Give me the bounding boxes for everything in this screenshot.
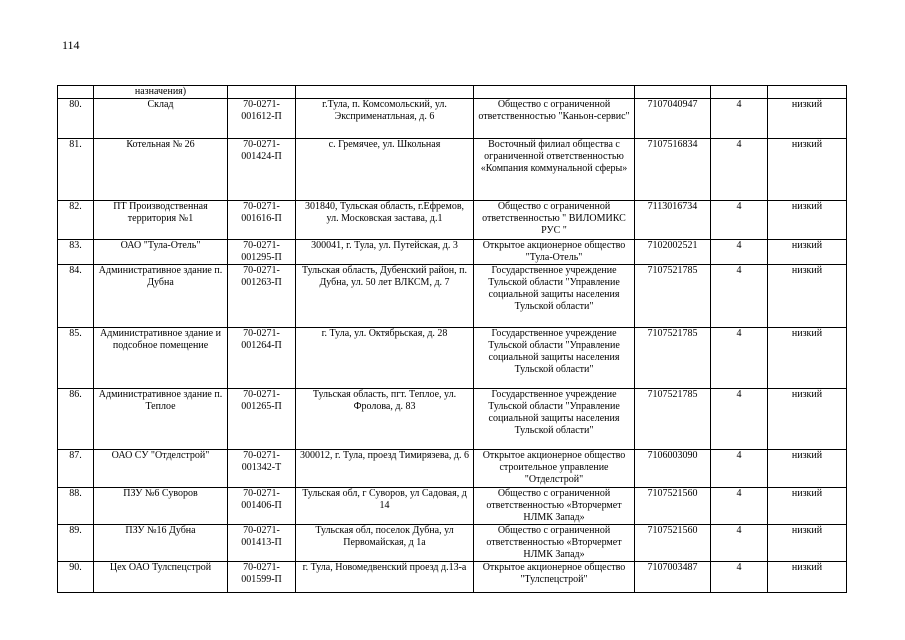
row-number: 90. xyxy=(58,562,94,593)
table-row xyxy=(58,450,847,488)
object-code: 70-0271-001342-Т xyxy=(228,450,296,488)
category-value: 4 xyxy=(711,328,768,389)
object-name: Административное здание п. Дубна xyxy=(94,265,228,328)
risk-level: низкий xyxy=(768,240,847,265)
category-value: 4 xyxy=(711,265,768,328)
object-code: 70-0271-001616-П xyxy=(228,201,296,240)
risk-level: низкий xyxy=(768,99,847,139)
object-address: Тульская обл, поселок Дубна, ул Первомайская, д 1а xyxy=(296,525,474,562)
object-name: ОАО СУ "Отделстрой" xyxy=(94,450,228,488)
table-row xyxy=(58,328,847,389)
inn-value: 7107521785 xyxy=(635,389,711,450)
risk-level: низкий xyxy=(768,139,847,201)
object-code: 70-0271-001413-П xyxy=(228,525,296,562)
table-row xyxy=(58,139,847,201)
row-number: 88. xyxy=(58,488,94,525)
object-address: Тульская обл, г Суворов, ул Садовая, д 14 xyxy=(296,488,474,525)
inn-value: 7106003090 xyxy=(635,450,711,488)
object-address: Тульская область, пгт. Теплое, ул. Фролова, д. 83 xyxy=(296,389,474,450)
object-address: Тульская область, Дубенский район, п. Дубна, ул. 50 лет ВЛКСМ, д. 7 xyxy=(296,265,474,328)
object-code: 70-0271-001599-П xyxy=(228,562,296,593)
object-name: ПЗУ №16 Дубна xyxy=(94,525,228,562)
risk-level: низкий xyxy=(768,488,847,525)
operator-name: Общество с ограниченной ответственностью «Вторчермет НЛМК Запад» xyxy=(474,488,635,525)
page-number: 114 xyxy=(62,38,80,52)
operator-name: Государственное учреждение Тульской области "Управление социальной защиты населения Тульской области" xyxy=(474,328,635,389)
risk-level: низкий xyxy=(768,201,847,240)
row-number: 89. xyxy=(58,525,94,562)
operator-name: Общество с ограниченной ответственностью " ВИЛОМИКС РУС " xyxy=(474,201,635,240)
category-value: 4 xyxy=(711,139,768,201)
inn-value: 7107521785 xyxy=(635,328,711,389)
row-number: 80. xyxy=(58,99,94,139)
object-address: 300012, г. Тула, проезд Тимирязева, д. 6 xyxy=(296,450,474,488)
inn-value: 7113016734 xyxy=(635,201,711,240)
inn-value: 7102002521 xyxy=(635,240,711,265)
risk-level: низкий xyxy=(768,328,847,389)
operator-name: Общество с ограниченной ответственностью "Каньон-сервис" xyxy=(474,99,635,139)
row-number: 86. xyxy=(58,389,94,450)
table-row xyxy=(58,488,847,525)
category-value: 4 xyxy=(711,525,768,562)
row-number: 84. xyxy=(58,265,94,328)
object-name: Административное здание и подсобное помещение xyxy=(94,328,228,389)
row-number: 85. xyxy=(58,328,94,389)
row-number: 83. xyxy=(58,240,94,265)
object-address: 301840, Тульская область, г.Ефремов, ул. Московская застава, д.1 xyxy=(296,201,474,240)
object-name: ОАО "Тула-Отель" xyxy=(94,240,228,265)
risk-level: низкий xyxy=(768,562,847,593)
object-code: 70-0271-001612-П xyxy=(228,99,296,139)
operator-name: Открытое акционерное общество "Тула-Отель" xyxy=(474,240,635,265)
table-row xyxy=(58,389,847,450)
inn-value: 7107040947 xyxy=(635,99,711,139)
category-value: 4 xyxy=(711,488,768,525)
object-code: 70-0271-001265-П xyxy=(228,389,296,450)
risk-level: низкий xyxy=(768,265,847,328)
object-name: Цех ОАО Тулспецстрой xyxy=(94,562,228,593)
risk-level: низкий xyxy=(768,389,847,450)
category-value: 4 xyxy=(711,389,768,450)
inn-value: 7107521785 xyxy=(635,265,711,328)
row-number: 82. xyxy=(58,201,94,240)
object-code: 70-0271-001295-П xyxy=(228,240,296,265)
object-address: г. Тула, ул. Октябрьская, д. 28 xyxy=(296,328,474,389)
category-value: 4 xyxy=(711,240,768,265)
object-code: 70-0271-001406-П xyxy=(228,488,296,525)
operator-name: Открытое акционерное общество "Тулспецстрой" xyxy=(474,562,635,593)
table-row xyxy=(58,265,847,328)
risk-level: низкий xyxy=(768,525,847,562)
object-address: с. Гремячее, ул. Школьная xyxy=(296,139,474,201)
operator-name: Восточный филиал общества с ограниченной ответственностью «Компания коммунальной сферы» xyxy=(474,139,635,201)
risk-level: низкий xyxy=(768,450,847,488)
row-number: 81. xyxy=(58,139,94,201)
category-value: 4 xyxy=(711,201,768,240)
object-name: Котельная № 26 xyxy=(94,139,228,201)
operator-name: Государственное учреждение Тульской области "Управление социальной защиты населения Тульской области" xyxy=(474,389,635,450)
category-value: 4 xyxy=(711,562,768,593)
inn-value: 7107521560 xyxy=(635,488,711,525)
object-code: 70-0271-001424-П xyxy=(228,139,296,201)
table-row xyxy=(58,562,847,593)
object-code: 70-0271-001264-П xyxy=(228,328,296,389)
registry-table xyxy=(57,85,847,593)
operator-name: Государственное учреждение Тульской области "Управление социальной защиты населения Тульской области" xyxy=(474,265,635,328)
category-value: 4 xyxy=(711,450,768,488)
continuation-text: назначения) xyxy=(94,86,228,99)
operator-name: Общество с ограниченной ответственностью «Вторчермет НЛМК Запад» xyxy=(474,525,635,562)
object-name: ПТ Производственная территория №1 xyxy=(94,201,228,240)
continuation-row xyxy=(58,86,847,99)
inn-value: 7107516834 xyxy=(635,139,711,201)
object-name: Склад xyxy=(94,99,228,139)
table-row xyxy=(58,99,847,139)
object-code: 70-0271-001263-П xyxy=(228,265,296,328)
object-name: ПЗУ №6 Суворов xyxy=(94,488,228,525)
object-address: г. Тула, Новомедвенский проезд д.13-а xyxy=(296,562,474,593)
object-address: 300041, г. Тула, ул. Путейская, д. 3 xyxy=(296,240,474,265)
operator-name: Открытое акционерное общество строительное управление "Отделстрой" xyxy=(474,450,635,488)
table-row xyxy=(58,240,847,265)
row-number: 87. xyxy=(58,450,94,488)
inn-value: 7107521560 xyxy=(635,525,711,562)
category-value: 4 xyxy=(711,99,768,139)
table-row xyxy=(58,525,847,562)
inn-value: 7107003487 xyxy=(635,562,711,593)
table-row xyxy=(58,201,847,240)
object-address: г.Тула, п. Комсомольский, ул. Эксприменатльная, д. 6 xyxy=(296,99,474,139)
object-name: Административное здание п. Теплое xyxy=(94,389,228,450)
